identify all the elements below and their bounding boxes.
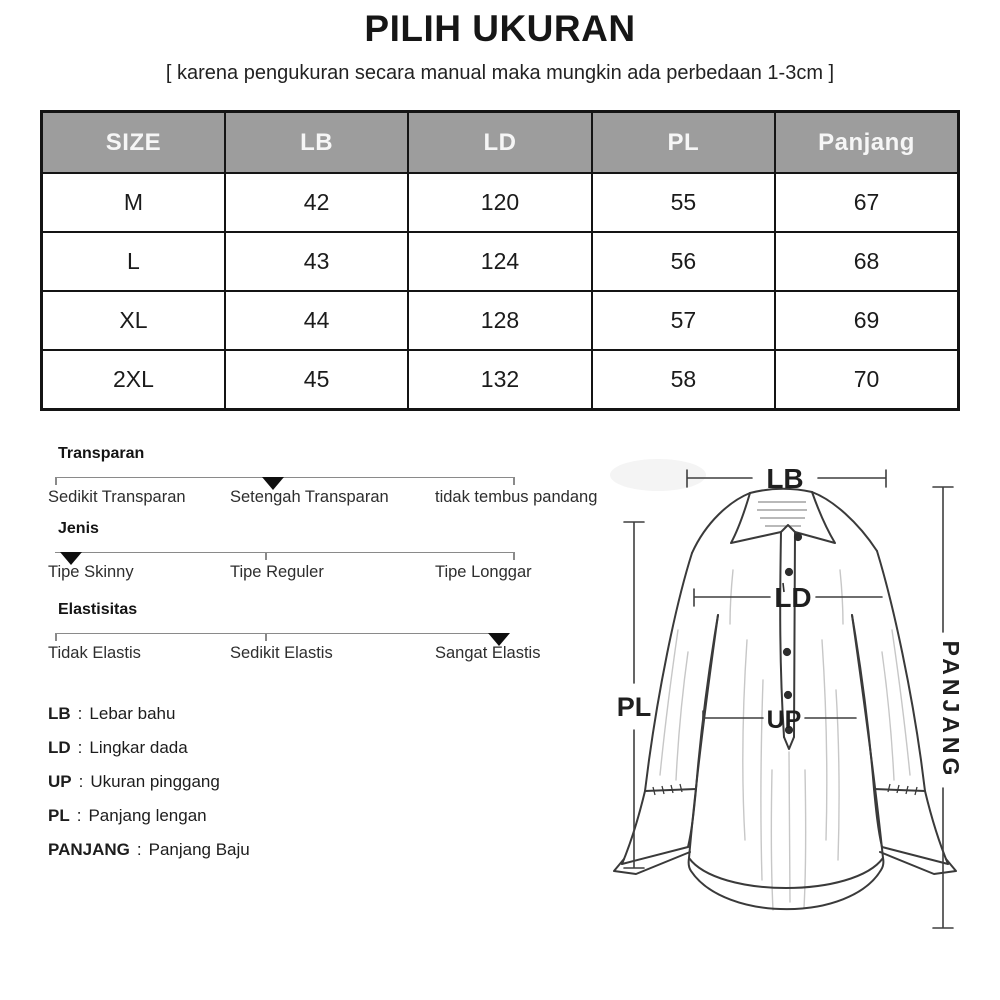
- table-row-2xl: [42, 350, 959, 410]
- shirt-buttons: [783, 533, 802, 733]
- legend-abbr: PANJANG: [48, 840, 130, 859]
- value-cell: 132: [408, 350, 591, 410]
- col-header-size: SIZE: [42, 112, 225, 174]
- legend-item-lb: [48, 704, 250, 724]
- scale-option: Tipe Skinny: [48, 563, 134, 581]
- value-cell: 70: [775, 350, 958, 410]
- legend-separator: :: [136, 840, 142, 859]
- size-table: [40, 110, 960, 411]
- shirt-outline: [614, 489, 956, 909]
- scale-transparan: [48, 444, 618, 520]
- size-table-header-row: [42, 112, 959, 174]
- scale-title: Jenis: [58, 520, 99, 537]
- scale-end-tick: [55, 477, 57, 485]
- legend-desc: Ukuran pinggang: [90, 772, 220, 791]
- scale-end-tick: [513, 477, 515, 485]
- scale-option: Tidak Elastis: [48, 644, 141, 662]
- scale-option: Sedikit Transparan: [48, 488, 186, 506]
- value-cell: 42: [225, 173, 408, 232]
- subtitle-note: [ karena pengukuran secara manual maka mungkin ada perbedaan 1-3cm ]: [165, 62, 835, 84]
- scale-end-tick: [55, 633, 57, 641]
- legend-desc: Panjang lengan: [88, 806, 207, 825]
- legend-abbr: PL: [48, 806, 70, 825]
- legend-desc: Lebar bahu: [89, 704, 176, 723]
- scale-title: Elastisitas: [58, 601, 138, 618]
- col-header-lb: LB: [225, 112, 408, 174]
- col-header-panjang: Panjang: [775, 112, 958, 174]
- legend-separator: :: [76, 806, 82, 825]
- value-cell: 57: [592, 291, 775, 350]
- scale-mid-tick: [265, 633, 267, 641]
- legend-desc: Lingkar dada: [89, 738, 188, 757]
- size-cell: M: [42, 173, 225, 232]
- table-row-l: [42, 232, 959, 291]
- value-cell: 55: [592, 173, 775, 232]
- scale-option: Sangat Elastis: [435, 644, 541, 662]
- value-cell: 124: [408, 232, 591, 291]
- scale-elastisitas: [48, 600, 618, 676]
- value-cell: 69: [775, 291, 958, 350]
- legend-abbr: UP: [48, 772, 72, 791]
- value-cell: 45: [225, 350, 408, 410]
- panjang-label: PANJANG: [938, 640, 964, 780]
- scale-option: tidak tembus pandang: [435, 488, 598, 506]
- scale-option: Tipe Reguler: [230, 563, 324, 581]
- table-row-m: [42, 173, 959, 232]
- value-cell: 58: [592, 350, 775, 410]
- value-cell: 120: [408, 173, 591, 232]
- value-cell: 68: [775, 232, 958, 291]
- legend-item-up: [48, 772, 250, 792]
- legend-item-panjang: [48, 840, 250, 860]
- shirt-measurement-diagram: [600, 440, 1000, 1000]
- up-label: UP: [766, 706, 802, 734]
- legend-desc: Panjang Baju: [148, 840, 250, 859]
- legend-abbr: LB: [48, 704, 71, 723]
- legend-item-pl: [48, 806, 250, 826]
- legend-separator: :: [78, 772, 84, 791]
- scale-end-tick: [513, 552, 515, 560]
- collar-inner-stripes: [757, 502, 807, 526]
- scan-smudge: [610, 459, 706, 491]
- value-cell: 67: [775, 173, 958, 232]
- value-cell: 56: [592, 232, 775, 291]
- col-header-pl: PL: [592, 112, 775, 174]
- size-cell: 2XL: [42, 350, 225, 410]
- scale-line: [55, 477, 515, 487]
- table-row-xl: [42, 291, 959, 350]
- legend-abbr: LD: [48, 738, 71, 757]
- scale-line: [55, 633, 507, 643]
- scale-jenis: [48, 519, 618, 595]
- scale-title: Transparan: [58, 445, 145, 462]
- measurement-legend: [48, 704, 250, 874]
- col-header-ld: LD: [408, 112, 591, 174]
- scale-line: [55, 552, 515, 562]
- pl-label: PL: [616, 692, 652, 722]
- page-title: PILIH UKURAN: [364, 8, 636, 49]
- value-cell: 44: [225, 291, 408, 350]
- value-cell: 43: [225, 232, 408, 291]
- size-cell: XL: [42, 291, 225, 350]
- value-cell: 128: [408, 291, 591, 350]
- size-cell: L: [42, 232, 225, 291]
- legend-item-ld: [48, 738, 250, 758]
- scale-option: Sedikit Elastis: [230, 644, 333, 662]
- ld-label: LD: [774, 582, 812, 613]
- legend-separator: :: [77, 738, 83, 757]
- scale-mid-tick: [265, 552, 267, 560]
- scale-option: Tipe Longgar: [435, 563, 532, 581]
- lb-label: LB: [766, 463, 804, 494]
- scale-option: Setengah Transparan: [230, 488, 389, 506]
- legend-separator: :: [77, 704, 83, 723]
